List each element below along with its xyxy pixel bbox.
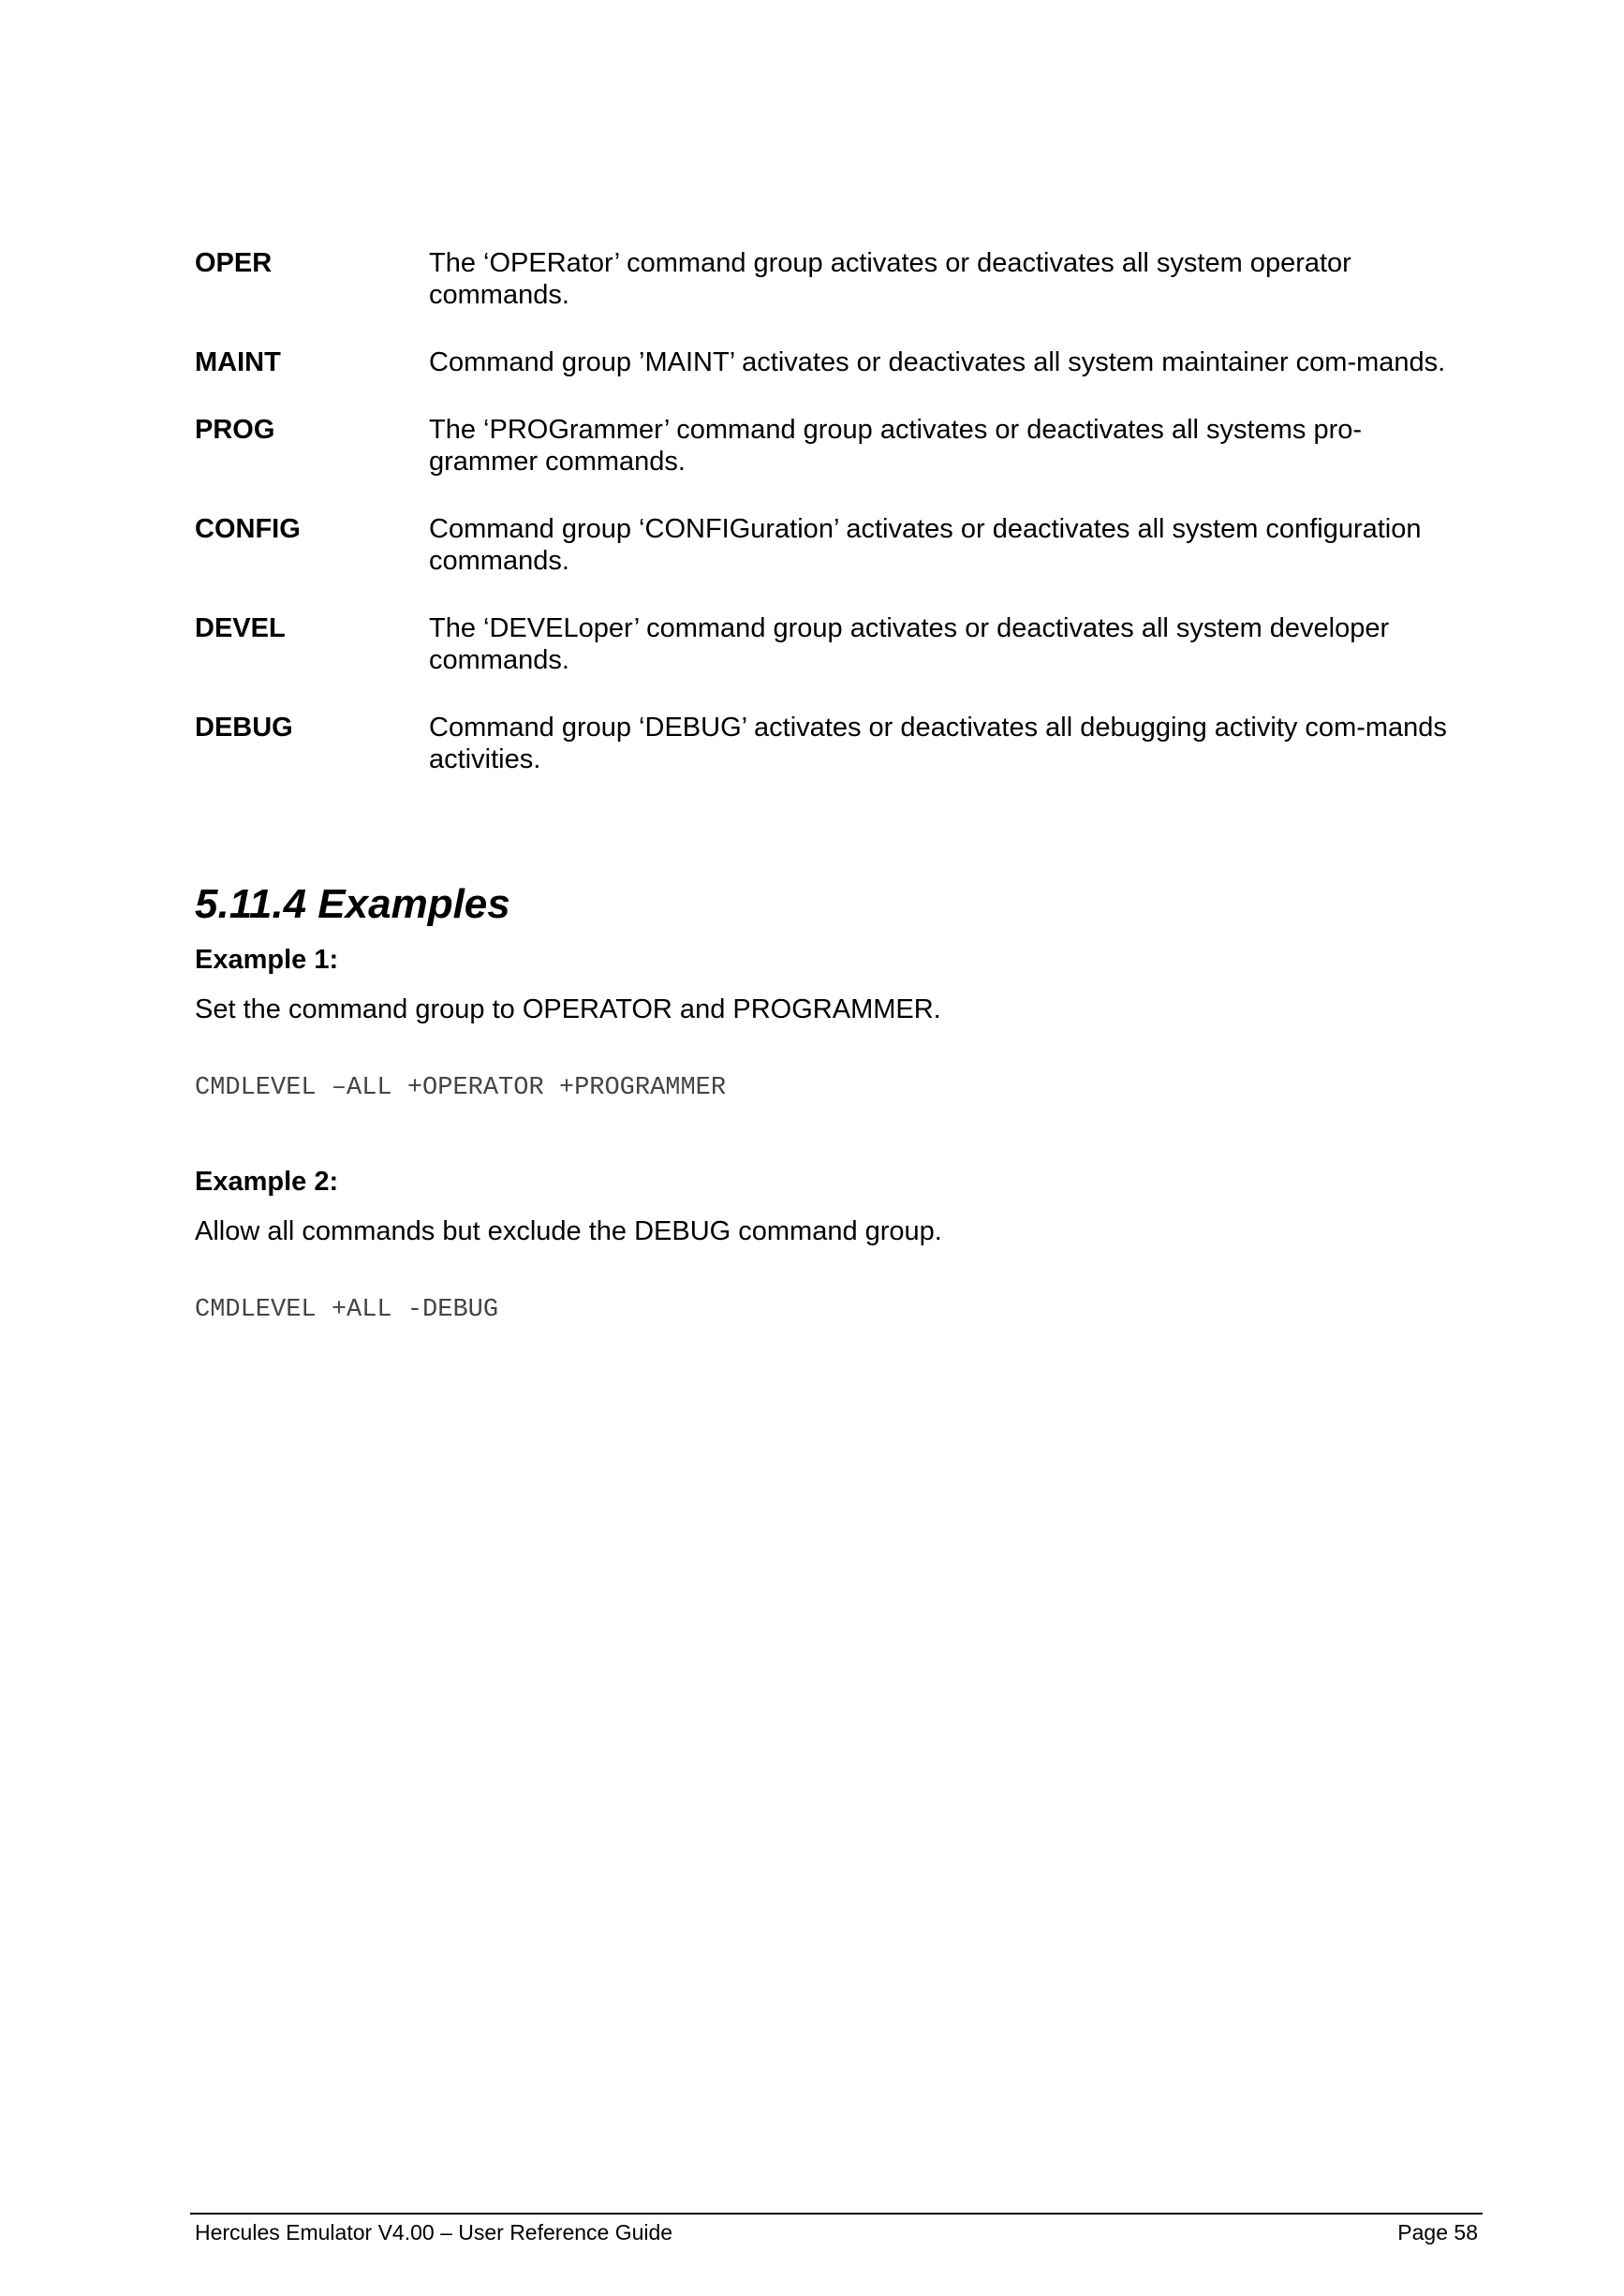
command-group-definition-list xyxy=(195,247,1450,811)
definition-row-maint xyxy=(195,346,1450,378)
footer-page-number: Page 58 xyxy=(1397,2220,1478,2244)
definition-description: The ‘PROGrammer’ command group activates or deactivates all systems pro-grammer commands. xyxy=(429,415,1363,477)
example-2-text: Allow all commands but exclude the DEBUG command group. xyxy=(195,1216,942,1246)
definition-term: PROG xyxy=(195,415,275,445)
definition-term: DEBUG xyxy=(195,713,293,743)
definition-term: CONFIG xyxy=(195,514,301,544)
definition-row-prog xyxy=(195,414,1450,478)
definition-description: Command group ‘DEBUG’ activates or deactivates all debugging activity com-mands activities. xyxy=(429,713,1447,774)
example-1-text: Set the command group to OPERATOR and PROGRAMMER. xyxy=(195,994,941,1024)
definition-description: The ‘DEVELoper’ command group activates or deactivates all system developer commands. xyxy=(429,613,1390,675)
example-2-code: CMDLEVEL +ALL -DEBUG xyxy=(195,1296,499,1324)
definition-row-config xyxy=(195,513,1450,577)
definition-row-oper xyxy=(195,247,1450,311)
definition-description: Command group ’MAINT’ activates or deactivates all system maintainer com-mands. xyxy=(429,347,1446,377)
definition-description: Command group ‘CONFIGuration’ activates or deactivates all system configuration commands. xyxy=(429,514,1422,576)
definition-row-devel xyxy=(195,612,1450,676)
definition-term: OPER xyxy=(195,248,273,278)
definition-description: The ‘OPERator’ command group activates or deactivates all system operator commands. xyxy=(429,248,1351,310)
definition-row-debug xyxy=(195,712,1450,775)
example-2-label: Example 2: xyxy=(195,1167,339,1197)
section-heading: 5.11.4 Examples xyxy=(195,881,510,927)
definition-term: DEVEL xyxy=(195,613,286,643)
definition-term: MAINT xyxy=(195,347,281,377)
footer-divider xyxy=(190,2213,1483,2215)
footer-document-title: Hercules Emulator V4.00 – User Reference Guide xyxy=(195,2220,673,2244)
example-1-code: CMDLEVEL –ALL +OPERATOR +PROGRAMMER xyxy=(195,1074,727,1102)
example-1-label: Example 1: xyxy=(195,945,339,975)
